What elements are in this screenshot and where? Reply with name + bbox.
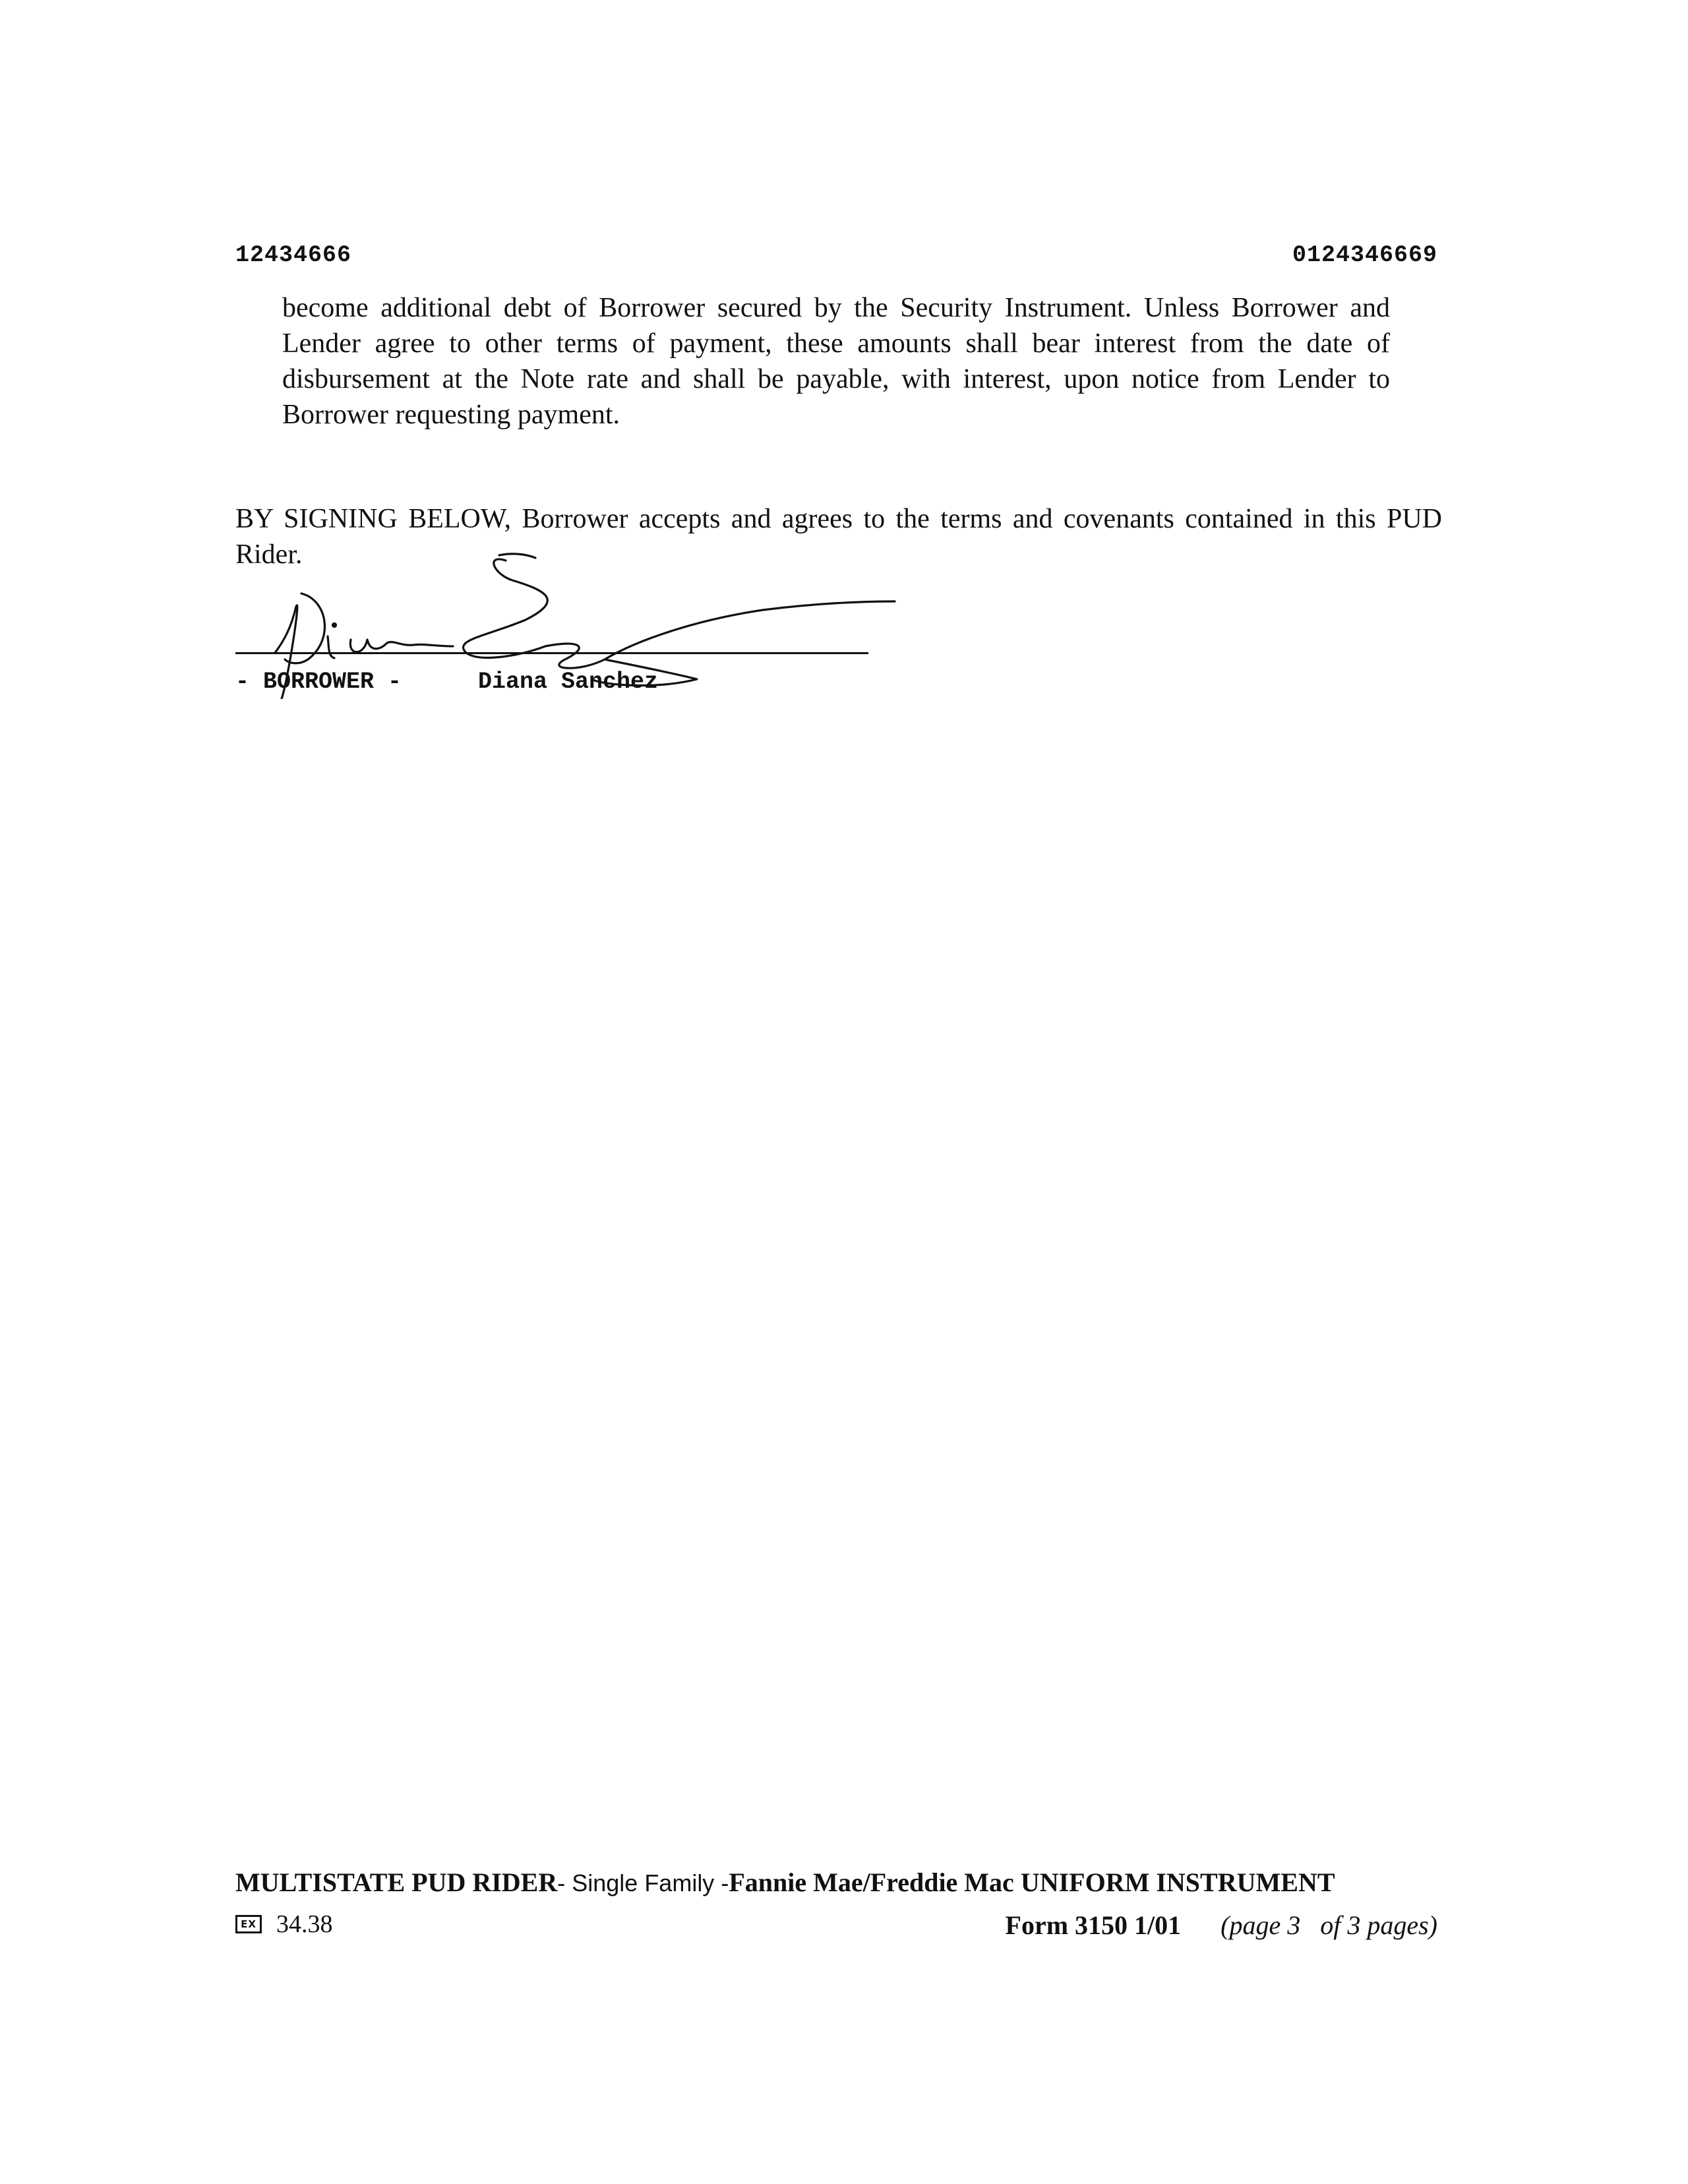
form-title-part-2: - Single Family - xyxy=(557,1869,729,1896)
form-code: 34.38 xyxy=(276,1910,333,1938)
publisher-logo-icon: EX xyxy=(235,1915,262,1933)
form-title xyxy=(235,1867,1335,1898)
form-title-part-3: Fannie Mae/Freddie Mac UNIFORM INSTRUMENT xyxy=(729,1867,1335,1897)
form-title-part-1: MULTISTATE PUD RIDER xyxy=(235,1867,558,1897)
body-paragraph-continuation: become additional debt of Borrower secured by the Security Instrument. Unless Borrower and Lender agree to other terms of payment, these amounts shall bear interest from the date of disbursement at the Note rate and shall be payable, with interest, upon notice from Lender to Borrower requesting payment. xyxy=(282,293,1390,430)
borrower-name: Diana Sanchez xyxy=(478,669,659,695)
loan-number-left: 12434666 xyxy=(235,242,352,268)
borrower-role-label: - BORROWER - xyxy=(235,669,402,695)
signature-line xyxy=(235,652,868,654)
signing-statement: BY SIGNING BELOW, Borrower accepts and agrees to the terms and covenants contained in this PUD Rider. xyxy=(235,504,1442,570)
loan-number-right: 0124346669 xyxy=(1292,242,1437,268)
page-count: of 3 pages) xyxy=(1320,1910,1437,1940)
form-code-group xyxy=(235,1910,333,1939)
page-number: (page 3 xyxy=(1221,1910,1301,1940)
form-number: Form 3150 1/01 xyxy=(1005,1910,1182,1940)
form-page-info xyxy=(1006,1910,1437,1941)
